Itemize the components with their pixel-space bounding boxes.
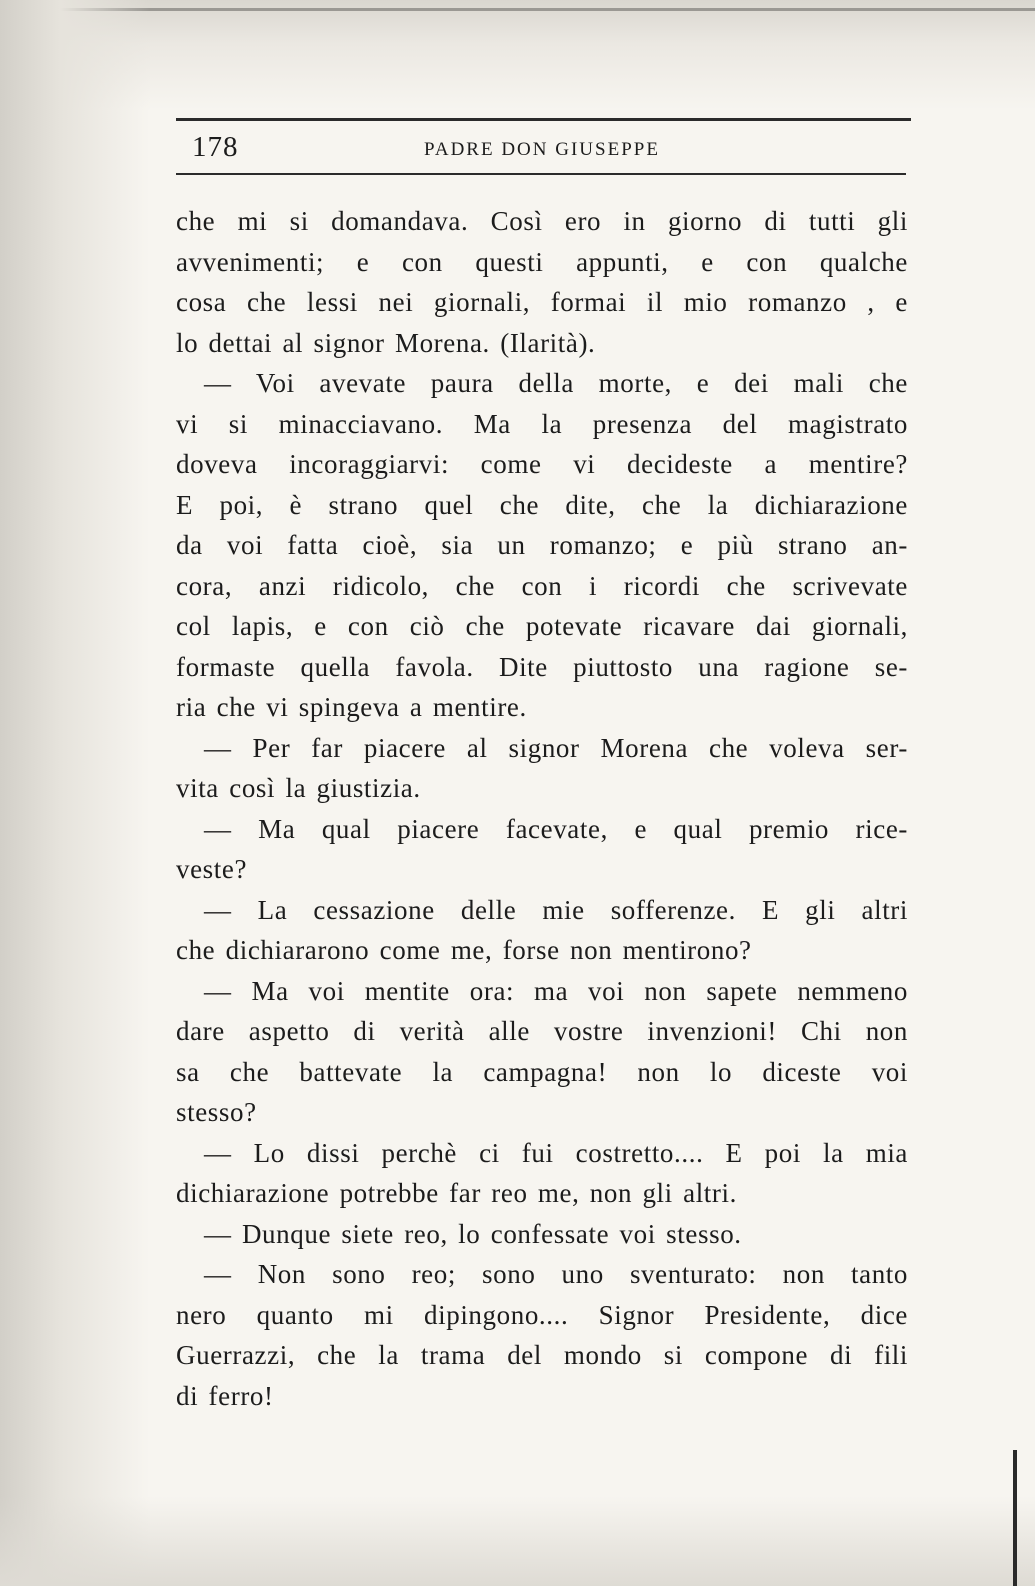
text-line: sa che battevate la campagna! non lo diceste voi: [176, 1056, 908, 1087]
text-line: avvenimenti; e con questi appunti, e con qualche: [176, 246, 908, 277]
page-header: [176, 121, 908, 167]
text-line: vita così la giustizia.: [176, 773, 421, 803]
text-line: veste?: [176, 854, 248, 884]
running-title: PADRE DON GIUSEPPE: [424, 139, 660, 160]
text-line: che mi si domandava. Così ero in giorno di tutti gli: [176, 206, 908, 236]
text-line: — Non sono reo; sono uno sventurato: non tanto: [204, 1259, 908, 1289]
text-line: ria che vi spingeva a mentire.: [176, 692, 527, 722]
text-line: cosa che lessi nei giornali, formai il mio romanzo , e: [176, 287, 908, 317]
header-rule-bottom: [176, 173, 906, 175]
scan-bottom-shadow: [0, 1496, 1035, 1586]
scan-top-edge: [0, 8, 1035, 11]
text-line: Guerrazzi, che la trama del mondo si compone di fili: [176, 1340, 908, 1370]
text-line: che dichiararono come me, forse non mentirono?: [176, 935, 752, 965]
body-text: [176, 201, 908, 1416]
text-line: doveva incoraggiarvi: come vi decideste a mentire?: [176, 449, 908, 479]
text-line: lo dettai al signor Morena. (Ilarità).: [176, 327, 596, 358]
text-line: dichiarazione potrebbe far reo me, non gli altri.: [176, 1178, 737, 1208]
text-line: formaste quella favola. Dite piuttosto una ragione se-: [176, 651, 908, 682]
text-line: di ferro!: [176, 1380, 274, 1411]
text-line: — Per far piacere al signor Morena che voleva ser-: [204, 732, 908, 763]
text-line: — La cessazione delle mie sofferenze. E gli altri: [204, 894, 908, 925]
text-line: — Ma qual piacere facevate, e qual premio rice-: [204, 813, 908, 844]
text-line: stesso?: [176, 1097, 257, 1127]
text-line: — Dunque siete reo, lo confessate voi stesso.: [204, 1218, 742, 1249]
page-number: 178: [192, 131, 239, 163]
scan-right-edge: [1013, 1450, 1017, 1586]
text-line: cora, anzi ridicolo, che con i ricordi che scrivevate: [176, 570, 908, 601]
text-line: vi si minacciavano. Ma la presenza del magistrato: [176, 408, 908, 439]
book-page: [176, 118, 908, 1416]
text-line: da voi fatta cioè, sia un romanzo; e più strano an-: [176, 530, 908, 560]
text-line: — Ma voi mentite ora: ma voi non sapete nemmeno: [204, 975, 908, 1006]
scan-top-shadow: [0, 0, 1035, 110]
text-line: nero quanto mi dipingono.... Signor Presidente, dice: [176, 1299, 908, 1330]
text-line: col lapis, e con ciò che potevate ricavare dai giornali,: [176, 611, 908, 641]
scan-left-shadow: [0, 0, 150, 1586]
text-line: dare aspetto di verità alle vostre invenzioni! Chi non: [176, 1016, 908, 1046]
text-line: — Voi avevate paura della morte, e dei mali che: [204, 368, 908, 398]
text-line: E poi, è strano quel che dite, che la dichiarazione: [176, 489, 908, 520]
text-line: — Lo dissi perchè ci fui costretto.... E poi la mia: [204, 1137, 908, 1168]
